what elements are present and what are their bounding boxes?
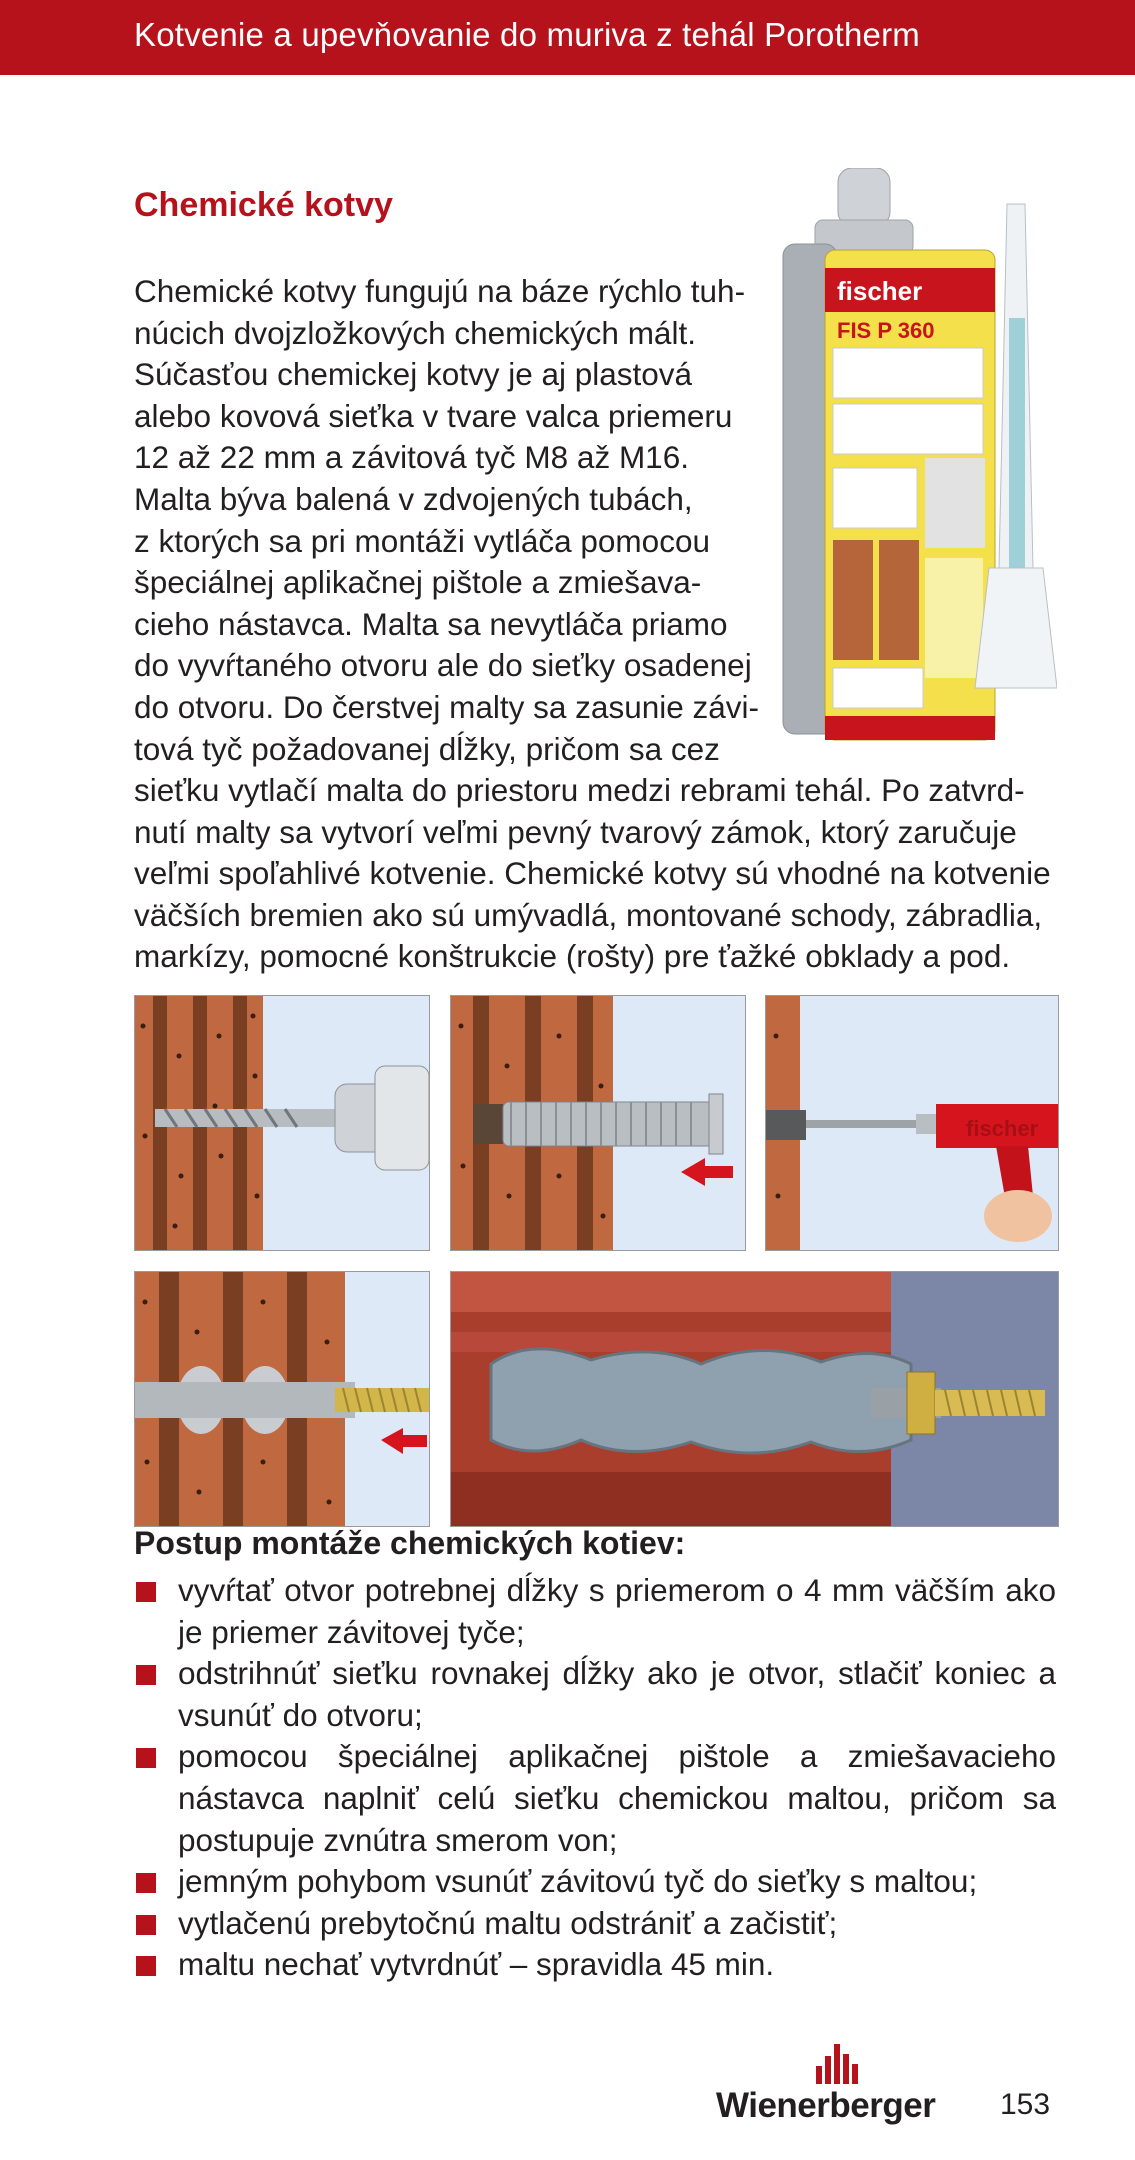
figure-cured-anchor	[450, 1271, 1059, 1527]
figure-threaded-rod	[134, 1271, 430, 1527]
body-line: núcich dvojzložkových chemických mált.	[134, 314, 696, 351]
body-line: väčších bremien ako sú umývadlá, montované schody, zábradlia,	[134, 896, 1043, 933]
body-text-narrow	[134, 271, 758, 770]
figure-sleeve	[450, 995, 746, 1251]
brand-name: Wienerberger	[716, 2086, 936, 2125]
body-text-wide	[134, 770, 1056, 978]
list-item	[134, 1903, 1056, 1945]
bullet-square-icon	[136, 1956, 156, 1976]
body-line: cieho nástavca. Malta sa nevytláča priamo	[134, 605, 728, 642]
header-bar	[0, 0, 1135, 75]
list-item	[134, 1736, 1056, 1861]
list-item	[134, 1861, 1056, 1903]
bullet-square-icon	[136, 1665, 156, 1685]
figure-injection-gun	[765, 995, 1059, 1251]
product-photo-cartridge	[775, 168, 1057, 748]
section-title: Chemické kotvy	[134, 186, 393, 224]
step-text: jemným pohybom vsunúť závitovú tyč do sieťky s maltou;	[178, 1863, 978, 1900]
body-line: nutí malty sa vytvorí veľmi pevný tvarový zámok, ktorý zaručuje	[134, 813, 1017, 850]
body-line: do otvoru. Do čerstvej malty sa zasunie závi-	[134, 688, 760, 725]
list-item	[134, 1570, 1056, 1653]
page-number: 153	[1000, 2088, 1051, 2121]
step-text: vytlačenú prebytočnú maltu odstrániť a začistiť;	[178, 1904, 838, 1941]
bullet-square-icon	[136, 1748, 156, 1768]
list-item	[134, 1653, 1056, 1736]
header-title: Kotvenie a upevňovanie do muriva z tehál Porotherm	[134, 16, 920, 53]
body-line: špeciálnej aplikačnej pištole a zmiešava-	[134, 564, 702, 601]
body-line: 12 až 22 mm a závitová tyč M8 až M16.	[134, 439, 689, 476]
body-line: tová tyč požadovanej dĺžky, pričom sa cez	[134, 730, 720, 767]
step-text: pomocou špeciálnej aplikačnej pištole a zmiešavacieho nástavca naplniť celú sieťku chemickou maltou, pričom sa postupuje zvnútra smerom von;	[178, 1738, 1056, 1858]
step-text: odstrihnúť sieťku rovnakej dĺžky ako je otvor, stlačiť koniec a vsunúť do otvoru;	[178, 1655, 1056, 1733]
bullet-square-icon	[136, 1582, 156, 1602]
product-model-label: FIS P 360	[837, 318, 935, 343]
body-line: alebo kovová sieťka v tvare valca priemeru	[134, 397, 733, 434]
step-text: maltu nechať vytvrdnúť – spravidla 45 min.	[178, 1946, 775, 1983]
body-line: z ktorých sa pri montáži vytláča pomocou	[134, 522, 710, 559]
body-line: Súčasťou chemickej kotvy je aj plastová	[134, 356, 693, 393]
wienerberger-logo	[716, 2040, 966, 2130]
body-line: veľmi spoľahlivé kotvenie. Chemické kotvy sú vhodné na kotvenie	[134, 855, 1051, 892]
product-brand-label: fischer	[837, 276, 923, 306]
brand-mark-icon	[814, 2040, 862, 2084]
steps-list	[134, 1570, 1056, 1986]
gun-brand-label: fischer	[966, 1116, 1039, 1141]
figure-drilling	[134, 995, 430, 1251]
step-text: vyvŕtať otvor potrebnej dĺžky s priemerom o 4 mm väčším ako je priemer závitovej tyče;	[178, 1572, 1056, 1650]
steps-title: Postup montáže chemických kotiev:	[134, 1525, 686, 1561]
body-line: markízy, pomocné konštrukcie (rošty) pre ťažké obklady a pod.	[134, 938, 1011, 975]
list-item	[134, 1944, 1056, 1986]
body-line: sieťku vytlačí malta do priestoru medzi rebrami tehál. Po zatvrd-	[134, 772, 1025, 808]
bullet-square-icon	[136, 1873, 156, 1893]
body-line: Malta býva balená v zdvojených tubách,	[134, 480, 693, 517]
body-line: do vyvŕtaného otvoru ale do sieťky osadenej	[134, 647, 752, 684]
body-line: Chemické kotvy fungujú na báze rýchlo tuh-	[134, 273, 746, 309]
bullet-square-icon	[136, 1915, 156, 1935]
